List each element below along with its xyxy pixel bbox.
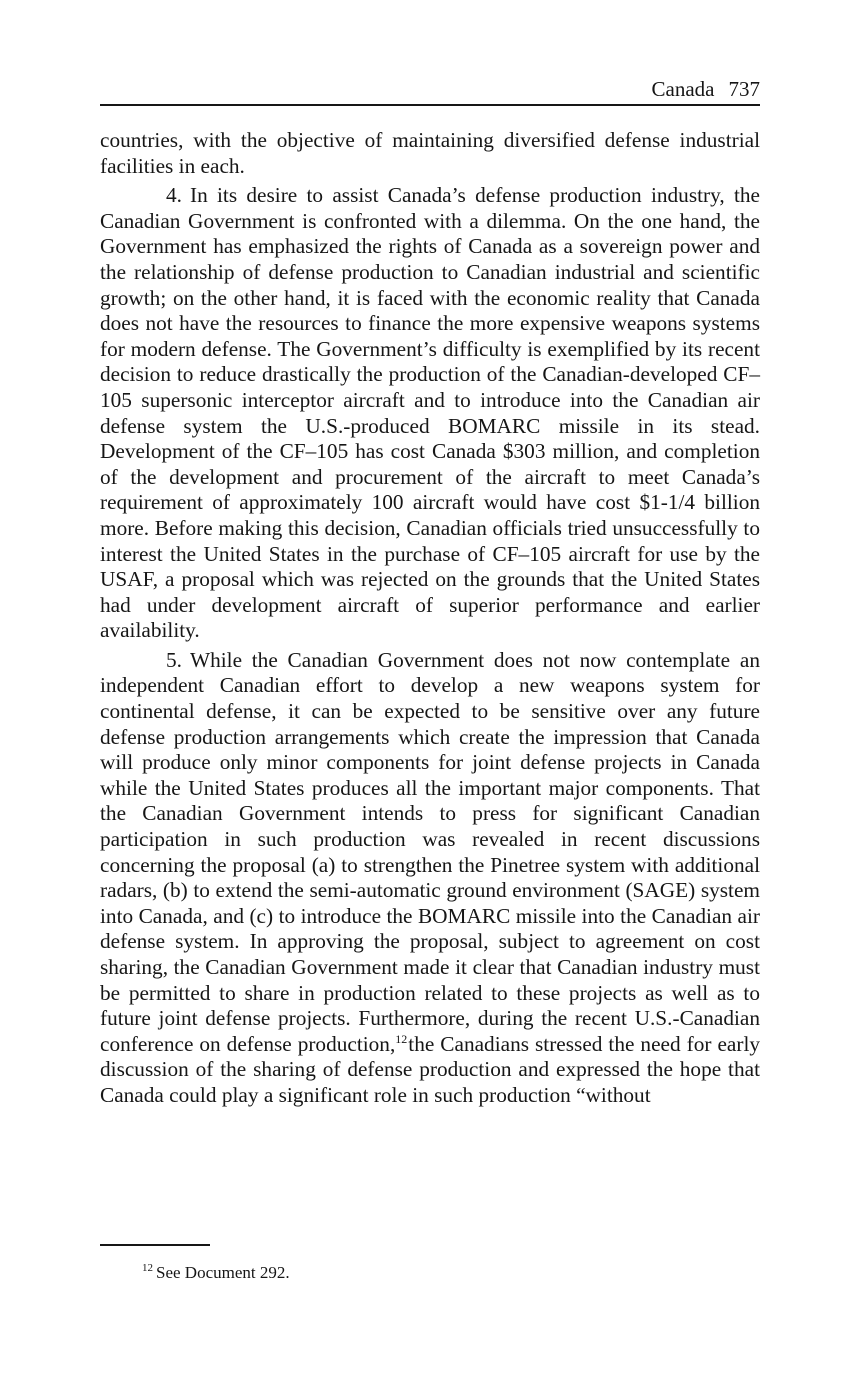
paragraph-4-text: In its desire to assist Canada’s defense production industry, the Canadian Government is confronted with a dilemma. On the one hand, the Government has emphasized the rights of Canada as a sovereign power and the relationship of defense production to Canadian industrial and scientific growth; on the other hand, it is faced with the economic reality that Canada does not have the resources to finance the more expensive weapons systems for modern defense. The Government’s difficulty is exemplified by its recent decision to reduce drastically the production of the Canadian-developed CF–105 supersonic interceptor aircraft and to introduce into the Canadian air defense system the U.S.-produced BOMARC missile in its stead. Development of the CF–105 has cost Canada $303 million, and completion of the development and procurement of the aircraft to meet Canada’s requirement of approximately 100 aircraft would have cost $1-1/4 billion more. Before making this decision, Canadian officials tried unsuccessfully to interest the United States in the purchase of CF–105 aircraft for use by the USAF, a proposal which was rejected on the grounds that the United States had under development aircraft of superior performance and earlier availability.: [100, 183, 760, 643]
continuation-paragraph: countries, with the objective of maintaining diversified defense industrial facilities in each.: [100, 128, 760, 178]
paragraph-5-number: 5.: [166, 647, 182, 672]
paragraph-5: [100, 648, 760, 1109]
running-head: [100, 76, 760, 102]
paragraph-5-text-a: While the Canadian Government does not now contemplate an independent Canadian effort to develop a new weapons system for continental defense, it can be expected to be sensitive over any future defense production arrangements which create the impression that Canada will produce only minor components for joint defense projects in Canada while the United States produces all the important major components. That the Canadian Government intends to press for significant Canadian participation in such production was revealed in recent discussions concerning the proposal (a) to strengthen the Pinetree system with additional radars, (b) to extend the semi-automatic ground environment (SAGE) system into Canada, and (c) to introduce the BOMARC missile into the Canadian air defense system. In approving the proposal, subject to agreement on cost sharing, the Canadian Government made it clear that Canadian industry must be permitted to share in production related to these projects as well as to future joint defense projects. Furthermore, during the recent U.S.-Canadian conference on defense production,: [100, 647, 760, 1056]
footnote-marker: 12: [142, 1262, 153, 1275]
footnote-rule: [100, 1244, 210, 1246]
footnote: [142, 1262, 290, 1284]
footnote-text: See Document 292.: [156, 1263, 290, 1282]
page-number: 737: [728, 77, 760, 101]
paragraph-5-text-b: the Canadians stressed the need for early discussion of the sharing of defense production and expressed the hope that Canada could play a significant role in such production “without: [100, 1031, 761, 1107]
paragraph-4-number: 4.: [166, 183, 182, 208]
body-text: [100, 128, 760, 1109]
footnote-reference: 12: [395, 1031, 408, 1046]
header-rule: [100, 104, 760, 106]
running-head-title: Canada: [651, 77, 715, 101]
paragraph-4: [100, 183, 760, 644]
